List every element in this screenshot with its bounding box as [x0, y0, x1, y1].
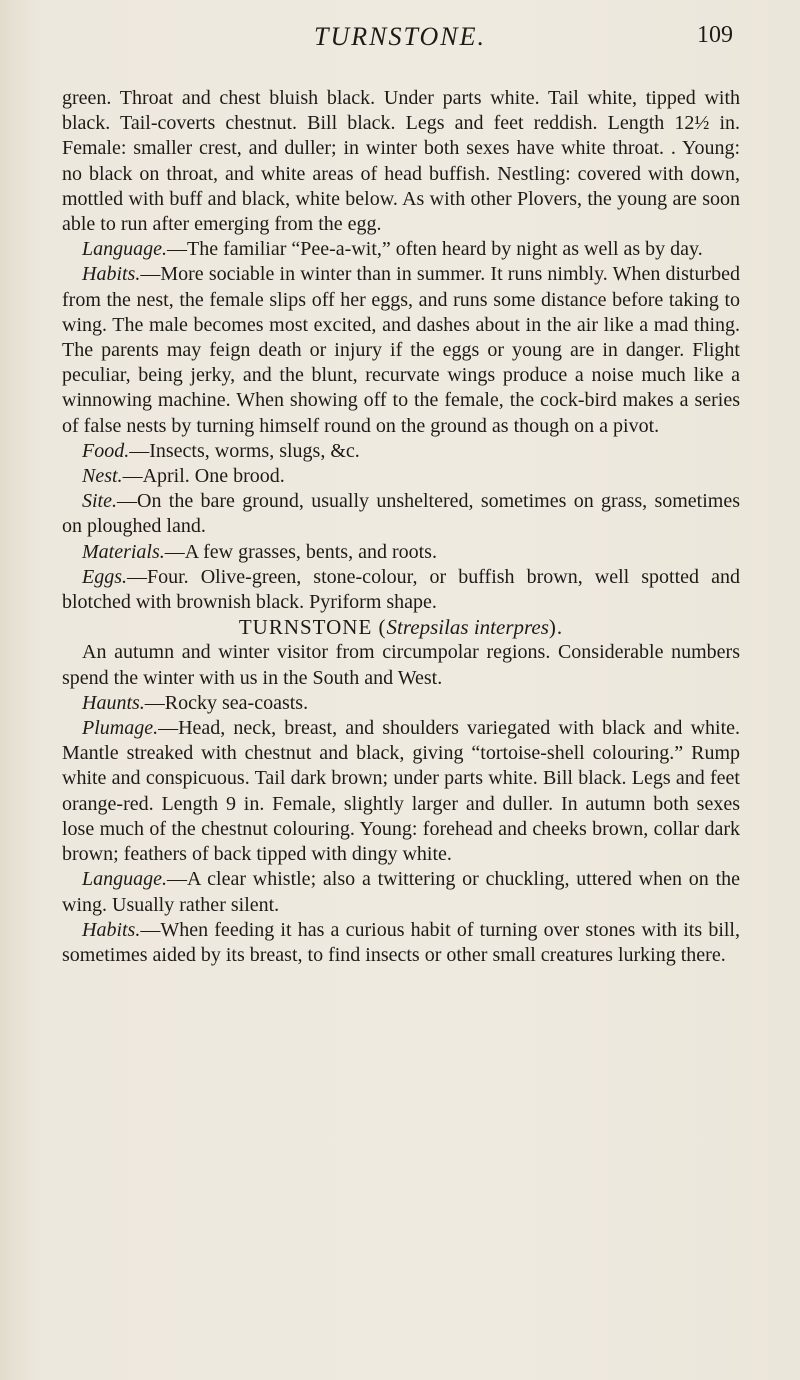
nest-paragraph	[62, 464, 740, 489]
species-name: TURNSTONE	[238, 615, 373, 640]
heading-open-paren: (	[378, 615, 387, 640]
materials-paragraph	[62, 540, 740, 565]
species-heading	[62, 615, 740, 640]
site-text: —On the bare ground, usually unsheltered, sometimes on grass, sometimes on ploughed land.	[62, 490, 740, 538]
haunts-label: Haunts.	[82, 691, 145, 714]
intro-paragraph: An autumn and winter visitor from circumpolar regions. Considerable numbers spend the winter with us in the South and West.	[62, 641, 740, 689]
running-title: TURNSTONE.	[314, 22, 486, 51]
language-label: Language.	[82, 238, 167, 261]
habits-paragraph	[62, 262, 740, 438]
materials-label: Materials.	[82, 540, 165, 563]
food-text: —Insects, worms, slugs, &c.	[129, 439, 360, 462]
turnstone-habits-paragraph	[62, 918, 740, 968]
turnstone-plumage-paragraph	[62, 716, 740, 867]
turnstone-plumage-label: Plumage.	[82, 717, 159, 740]
haunts-paragraph	[62, 691, 740, 716]
species-latin-name: Strepsilas interpres	[386, 615, 549, 640]
turnstone-language-paragraph	[62, 867, 740, 917]
materials-text: —A few grasses, bents, and roots.	[164, 540, 437, 563]
turnstone-language-label: Language.	[82, 868, 167, 891]
turnstone-habits-text: —When feeding it has a curious habit of turning over stones with its bill, sometimes aided by its breast, to find insects or other small creatures lurking there.	[62, 918, 740, 966]
page-number: 109	[697, 22, 733, 48]
eggs-paragraph	[62, 565, 740, 615]
site-paragraph	[62, 489, 740, 539]
language-text: —The familiar “Pee-a-wit,” often heard by night as well as by day.	[167, 238, 703, 261]
plumage-continuation: green. Throat and chest bluish black. Under parts white. Tail white, tipped with black. Tail-coverts chestnut. Bill black. Legs and feet reddish. Length 12½ in. Female: smaller crest, and duller; in winter both sexes have white throat. . Young: no black on throat, and white areas of head buffish. Nestling: covered with down, mottled with buff and black, white below. As with other Plovers, the young are soon able to run after emerging from the egg.	[62, 87, 740, 236]
body-text	[62, 86, 740, 968]
eggs-label: Eggs.	[82, 565, 127, 588]
page-header	[0, 20, 800, 60]
eggs-text: —Four. Olive-green, stone-colour, or buffish brown, well spotted and blotched with brownish black. Pyriform shape.	[62, 565, 740, 614]
nest-text: —April. One brood.	[122, 465, 285, 488]
habits-label: Habits.	[82, 263, 141, 286]
habits-text: —More sociable in winter than in summer. It runs nimbly. When disturbed from the nest, the female slips off her eggs, and runs some distance before taking to wing. The male becomes most excited, and dashes about in the air like a mad thing. The parents may feign death or injury if the eggs or young are in danger. Flight peculiar, being jerky, and the blunt, recurvate wings produce a noise much like a winnowing machine. When showing off to the female, the cock-bird makes a series of false nests by turning himself round on the ground as though on a pivot.	[62, 263, 740, 437]
site-label: Site.	[82, 490, 117, 513]
food-label: Food.	[82, 439, 130, 462]
nest-label: Nest.	[82, 465, 123, 488]
turnstone-habits-label: Habits.	[82, 918, 141, 941]
heading-close-paren: ).	[548, 615, 564, 640]
language-paragraph	[62, 237, 740, 262]
turnstone-plumage-text: —Head, neck, breast, and shoulders variegated with black and white. Mantle streaked with chestnut and black, giving “tortoise-shell colouring.” Rump white and conspicuous. Tail dark brown; under parts white. Bill black. Legs and feet orange-red. Length 9 in. Female, slightly larger and duller. In autumn both sexes lose much of the chestnut colouring. Young: forehead and cheeks brown, collar dark brown; feathers of back tipped with dingy white.	[62, 717, 740, 866]
haunts-text: —Rocky sea-coasts.	[144, 691, 309, 714]
turnstone-language-text: —A clear whistle; also a twittering or chuckling, uttered when on the wing. Usually rather silent.	[62, 868, 740, 916]
food-paragraph	[62, 439, 740, 464]
